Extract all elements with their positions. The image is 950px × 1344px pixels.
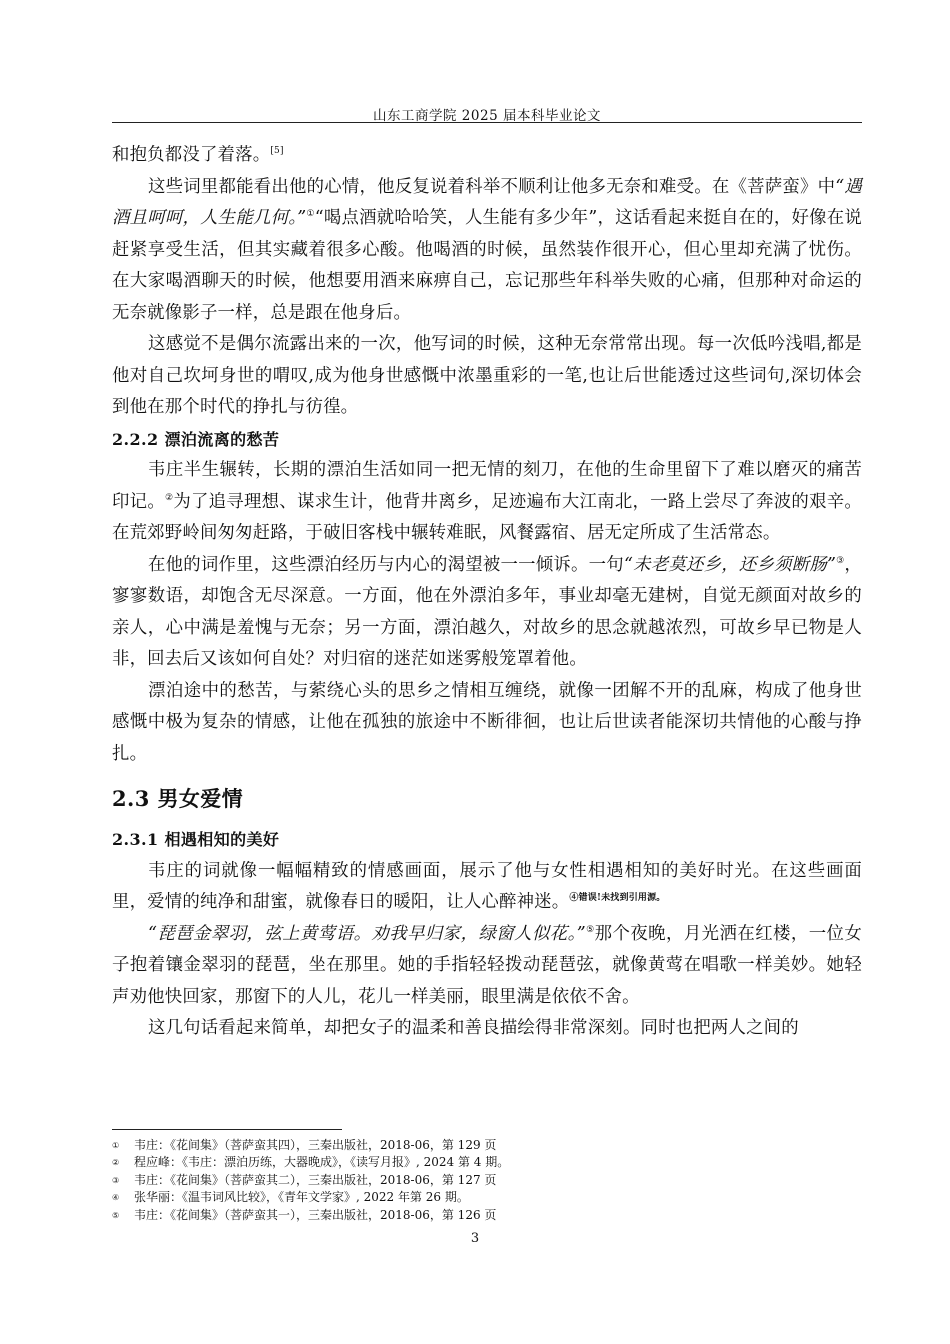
- paragraph: [112, 856, 862, 919]
- footnote-text: 韦庄：《花间集》（菩萨蛮其一），三秦出版社，2018-06，第 126 页: [134, 1207, 497, 1222]
- footnote-divider: [112, 1129, 342, 1130]
- paragraph-text: 韦庄半生辗转，长期的漂泊生活如同一把无情的刻刀，在他的生命里留下了难以磨灭的痛苦印记。: [112, 460, 862, 512]
- footnote: [112, 1137, 509, 1154]
- footnote-text: 张华丽：《温韦词风比较》，《青年文学家》, 2022 年第 26 期。: [134, 1190, 469, 1205]
- footnote-ref: ⑤: [585, 924, 595, 935]
- footnote: [112, 1154, 509, 1171]
- section-heading-2-2-2: 2.2.2 漂泊流离的愁苦: [112, 429, 280, 449]
- paragraph-text: 韦庄的词就像一幅幅精致的情感画面，展示了他与女性相遇相知的美好时光。在这些画面里，爱情的纯净和甜蜜，就像春日的暖阳，让人心醉神迷。: [112, 860, 862, 912]
- poem-quote: “琵琶金翠羽，弦上黄莺语。劝我早归家，绿窗人似花。”: [148, 923, 586, 944]
- page-header: 山东工商学院 2025 届本科毕业论文: [373, 108, 601, 124]
- footnote-text: 韦庄：《花间集》（菩萨蛮其四），三秦出版社，2018-06，第 129 页: [134, 1138, 497, 1152]
- footnote-mark: ①: [112, 1141, 120, 1150]
- footnote-ref: ②: [164, 492, 174, 503]
- paragraph-text: “喝点酒就哈哈笑，人生能有多少年”，这话看起来挺自在的，好像在说赶紧享受生活，但其实藏着很多心酸。他喝酒的时候，虽然装作很开心，但心里却充满了忧伤。在大家喝酒聊天的时候，他想要用酒来麻痹自己，忘记那些年科举失败的心痛，但那种对命运的无奈就像影子一样，总是跟在他身后。: [112, 208, 862, 323]
- footnote-text: 韦庄：《花间集》（菩萨蛮其二），三秦出版社，2018-06，第 127 页: [134, 1172, 497, 1187]
- paragraph: [112, 140, 862, 172]
- section-heading-2-3: 2.3 男女爱情: [112, 786, 244, 811]
- paragraph: [112, 172, 862, 330]
- poem-quote: “未老莫还乡，还乡须断肠”: [623, 554, 837, 575]
- reference-error: ④错误!未找到引用源。: [569, 893, 666, 904]
- paragraph-text: 那个夜晚，月光洒在红楼，一位女子抱着镶金翠羽的琵琶，坐在那里。她的手指轻轻拨动琵琶弦，就像黄莺在唱歌一样美妙。她轻声劝他快回家，那窗下的人儿，花儿一样美丽，眼里满是依依不舍。: [112, 923, 862, 1007]
- paragraph: 漂泊途中的愁苦，与萦绕心头的思乡之情相互缠绕，就像一团解不开的乱麻，构成了他身世感慨中极为复杂的情感，让他在孤独的旅途中不断徘徊，也让后世读者能深切共情他的心酸与挣扎。: [112, 680, 862, 764]
- poem-quote: “遇酒且呵呵，人生能几何。”: [112, 176, 862, 228]
- footnote: [112, 1172, 509, 1189]
- paragraph-text: 在他的词作里，这些漂泊经历与内心的渴望被一一倾诉。一句: [148, 554, 624, 575]
- footnote-mark: ③: [112, 1175, 120, 1185]
- paragraph: 这几句话看起来简单，却把女子的温柔和善良描绘得非常深刻。同时也把两人之间的: [148, 1018, 799, 1038]
- paragraph-text: 为了追寻理想、谋求生计，他背井离乡，足迹遍布大江南北，一路上尝尽了奔波的艰辛。在荒郊野岭间匆匆赶路，于破旧客栈中辗转难眠，风餐露宿、居无定所成了生活常态。: [112, 491, 862, 543]
- paragraph: [112, 455, 862, 550]
- paragraph-text: 和抱负都没了着落。: [112, 145, 271, 165]
- footnote-ref: ①: [306, 209, 315, 220]
- paragraph: 这感觉不是偶尔流露出来的一次，他写词的时候，这种无奈常常出现。每一次低吟浅唱,都是他对自己坎坷身世的喟叹,成为他身世感慨中浓墨重彩的一笔,也让后世能透过这些词句,深切体会到他在那个时代的挣扎与彷徨。: [112, 334, 862, 417]
- footnote-mark: ④: [112, 1193, 120, 1203]
- section-heading-2-3-1: 2.3.1 相遇相知的美好: [112, 830, 280, 849]
- paragraph: [112, 550, 862, 676]
- footnote-mark: ②: [112, 1158, 120, 1168]
- paragraph: [112, 919, 862, 1014]
- page-number: 3: [470, 1231, 480, 1246]
- document-body: [112, 140, 862, 1045]
- footnote-mark: ⑤: [112, 1210, 120, 1220]
- footnote: [112, 1207, 509, 1224]
- header-divider: [112, 122, 862, 123]
- footnote-ref: ③: [836, 555, 845, 566]
- footnote: [112, 1189, 509, 1206]
- paragraph-text: ，寥寥数语，却饱含无尽深意。一方面，他在外漂泊多年，事业却毫无建树，自觉无颜面对故乡的亲人，心中满是羞愧与无奈；另一方面，漂泊越久，对故乡的思念就越浓烈，可故乡早已物是人非，回去后又该如何自处？对归宿的迷茫如迷雾般笼罩着他。: [112, 554, 862, 669]
- footnote-text: 程应峰：《韦庄：漂泊历练，大器晚成》，《读写月报》, 2024 第 4 期。: [134, 1155, 510, 1170]
- paragraph-text: 这些词里都能看出他的心情，他反复说着科举不顺利让他多无奈和难受。在《菩萨蛮》中: [148, 176, 836, 197]
- citation-mark: [5]: [270, 146, 284, 157]
- footnotes: [112, 1137, 509, 1224]
